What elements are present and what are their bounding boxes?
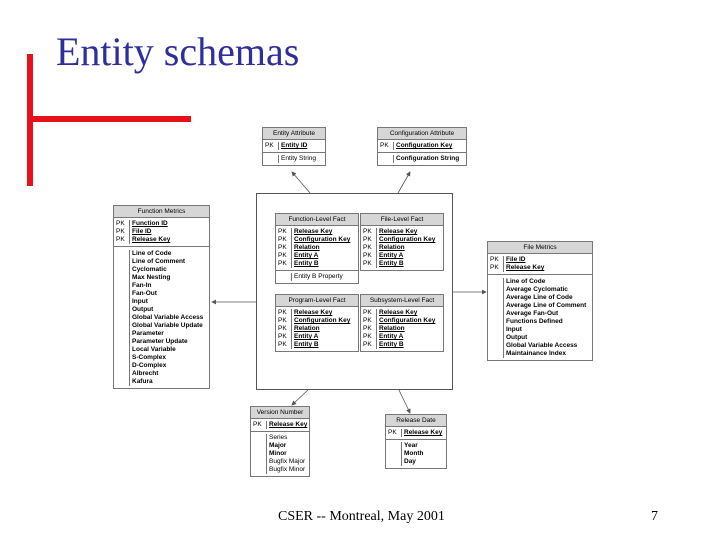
key-field: Configuration Key <box>379 236 436 243</box>
slide-footer: CSER -- Montreal, May 2001 <box>278 509 445 524</box>
key-field: Entity B <box>379 260 404 267</box>
key-field: Release Key <box>269 421 308 428</box>
pk-label: PK <box>116 236 125 243</box>
pk-label: PK <box>363 228 372 235</box>
attribute-field: Input <box>506 326 522 333</box>
attribute-field: Albrecht <box>132 370 159 377</box>
table-header: Configuration Attribute <box>378 128 466 140</box>
key-field: Entity B <box>379 341 404 348</box>
subsystem-level-fact-table <box>360 294 444 352</box>
attribute-field: Minor <box>269 450 287 457</box>
arrow-to-release-date <box>398 388 410 413</box>
attribute-field: Average Line of Comment <box>506 302 587 309</box>
configuration-attribute-table <box>377 127 467 166</box>
attribute-field: Bugfix Major <box>269 458 306 465</box>
pk-label: PK <box>363 317 372 324</box>
program-level-fact-table <box>275 294 359 352</box>
attribute-field: S-Complex <box>132 354 166 361</box>
attribute-field: Fan-In <box>132 282 152 289</box>
pk-label: PK <box>278 317 287 324</box>
file-level-fact-table <box>360 213 444 271</box>
attribute-field: Kafura <box>132 378 153 385</box>
attribute-field: Series <box>269 434 288 441</box>
key-field: Entity B <box>294 260 319 267</box>
key-field: Release Key <box>294 309 333 316</box>
pk-label: PK <box>278 309 287 316</box>
page-number: 7 <box>651 509 658 524</box>
attribute-field: Global Variable Update <box>132 322 203 329</box>
function-level-fact-table <box>275 213 359 284</box>
attribute-field: Local Variable <box>132 346 176 353</box>
pk-label: PK <box>363 252 372 259</box>
attribute-field: Line of Code <box>506 278 546 285</box>
attribute-field: Average Cyclomatic <box>506 286 568 293</box>
attribute-field: Day <box>404 458 416 465</box>
key-field: Relation <box>379 244 405 251</box>
key-field: Entity ID <box>281 142 308 149</box>
arrow-to-configuration-attribute <box>398 172 410 193</box>
attribute-field: D-Complex <box>132 362 167 369</box>
attribute-field: Parameter Update <box>132 338 188 345</box>
key-field: File ID <box>132 228 152 235</box>
pk-label: PK <box>378 142 394 150</box>
key-field: Release Key <box>132 236 171 243</box>
key-field: Configuration Key <box>294 317 351 324</box>
attribute-field: Line of Code <box>132 250 172 257</box>
attribute-field: Global Variable Access <box>132 314 204 321</box>
function-metrics-table <box>113 205 210 389</box>
pk-label: PK <box>278 260 287 267</box>
table-header: Program-Level Fact <box>276 295 358 307</box>
pk-label: PK <box>278 228 287 235</box>
version-number-table <box>250 406 310 477</box>
attribute-field: Output <box>506 334 528 341</box>
pk-label: PK <box>363 341 372 348</box>
pk-label: PK <box>490 264 499 271</box>
attribute-field: Functions Defined <box>506 318 563 325</box>
table-header: Release Date <box>386 415 446 427</box>
pk-label: PK <box>263 142 279 150</box>
attribute-field: Entity B Property <box>294 273 343 280</box>
attribute-field: Cyclomatic <box>132 266 167 273</box>
pk-label: PK <box>278 341 287 348</box>
pk-label: PK <box>363 309 372 316</box>
attribute-field: Parameter <box>132 330 164 337</box>
pk-label: PK <box>116 228 125 235</box>
pk-label: PK <box>490 256 499 263</box>
table-header: File Metrics <box>488 242 592 254</box>
pk-label: PK <box>278 236 287 243</box>
attribute-field: Global Variable Access <box>506 342 578 349</box>
attribute-field: Month <box>404 450 424 457</box>
attribute-field: Max Nesting <box>132 274 171 281</box>
pk-label: PK <box>278 325 287 332</box>
pk-label: PK <box>363 325 372 332</box>
pk-label: PK <box>278 244 287 251</box>
attribute-field: Fan-Out <box>132 290 157 297</box>
attribute-field: Line of Comment <box>132 258 186 265</box>
pk-label: PK <box>363 244 372 251</box>
pk-label: PK <box>363 260 372 267</box>
pk-label: PK <box>386 429 402 437</box>
key-field: Entity A <box>379 333 404 340</box>
file-metrics-table <box>487 241 593 361</box>
key-field: Relation <box>294 325 320 332</box>
key-field: Entity B <box>294 341 319 348</box>
key-field: Configuration Key <box>396 142 453 149</box>
attribute-field: Year <box>404 442 418 449</box>
key-field: Entity A <box>379 252 404 259</box>
key-field: Release Key <box>506 264 545 271</box>
attribute-field: Major <box>269 442 287 449</box>
table-header: Entity Attribute <box>263 128 325 140</box>
attribute-field: Average Fan-Out <box>506 310 559 317</box>
pk-label: PK <box>278 333 287 340</box>
table-header: Version Number <box>251 407 309 419</box>
table-header: Subsystem-Level Fact <box>361 295 443 307</box>
table-header: Function-Level Fact <box>276 214 358 226</box>
attribute-field: Entity String <box>281 155 317 162</box>
pk-label: PK <box>363 236 372 243</box>
key-field: Relation <box>379 325 405 332</box>
pk-label: PK <box>363 333 372 340</box>
key-field: Release Key <box>294 228 333 235</box>
key-field: Release Key <box>379 228 418 235</box>
attribute-field: Configuration String <box>396 155 460 162</box>
arrow-to-version-number <box>292 388 310 405</box>
entity-attribute-table <box>262 127 326 166</box>
table-header: File-Level Fact <box>361 214 443 226</box>
slide-title: Entity schemas <box>56 29 300 74</box>
key-field: Release Key <box>404 429 443 436</box>
pk-label: PK <box>278 252 287 259</box>
attribute-field: Input <box>132 298 148 305</box>
key-field: Release Key <box>379 309 418 316</box>
attribute-field: Maintainance Index <box>506 350 566 357</box>
key-field: Relation <box>294 244 320 251</box>
key-field: Function ID <box>132 220 168 227</box>
attribute-field: Output <box>132 306 154 313</box>
pk-label: PK <box>251 421 267 429</box>
release-date-table <box>385 414 447 469</box>
attribute-field: Average Line of Code <box>506 294 573 301</box>
pk-label: PK <box>116 220 125 227</box>
key-field: File ID <box>506 256 526 263</box>
key-field: Entity A <box>294 333 319 340</box>
attribute-field: Bugfix Minor <box>269 466 306 473</box>
key-field: Configuration Key <box>294 236 351 243</box>
key-field: Configuration Key <box>379 317 436 324</box>
key-field: Entity A <box>294 252 319 259</box>
arrow-to-entity-attribute <box>292 172 310 193</box>
table-header: Function Metrics <box>114 206 209 218</box>
